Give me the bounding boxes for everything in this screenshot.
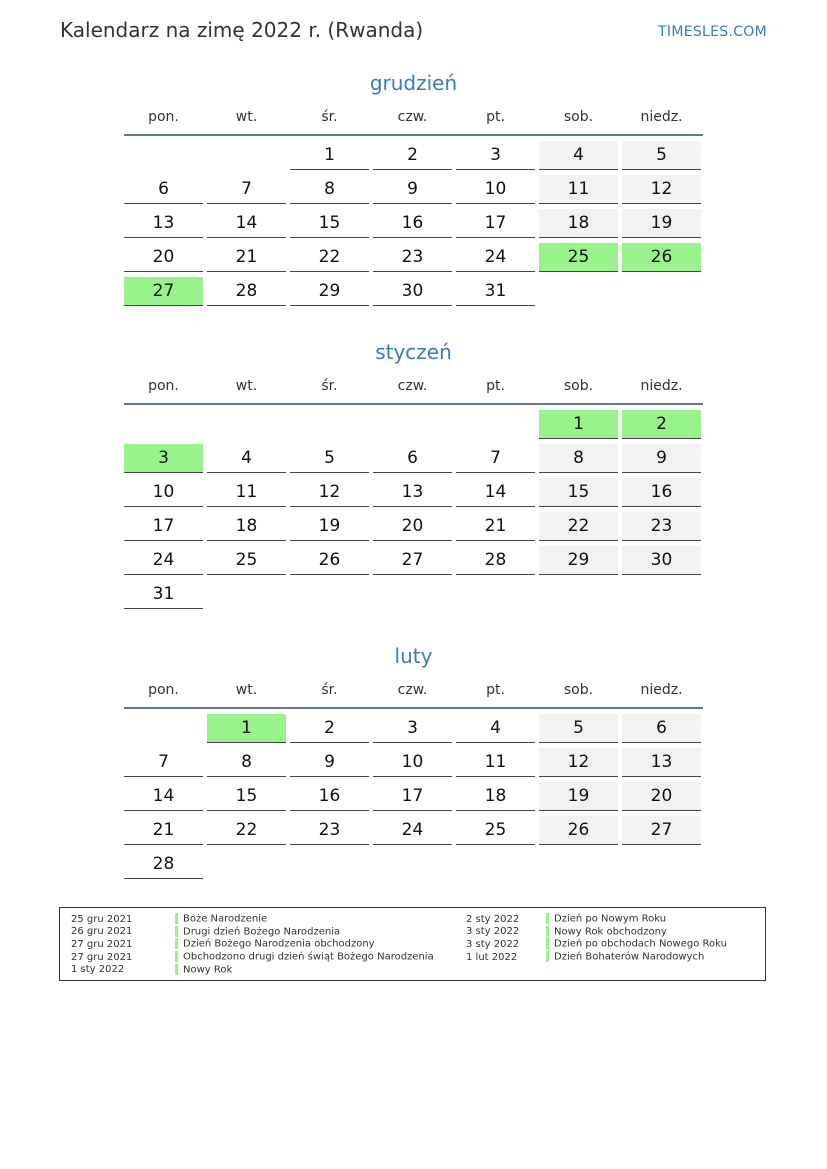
weekday-label: pon. xyxy=(148,109,179,125)
day-cell: 24 xyxy=(373,816,452,845)
legend-item xyxy=(71,926,434,939)
weekday-header xyxy=(124,108,703,134)
legend-name: Dzień Bożego Narodzenia obchodzony xyxy=(183,938,375,950)
holiday-day-cell: 3 xyxy=(124,444,203,473)
page-title: Kalendarz na zimę 2022 r. (Rwanda) xyxy=(60,18,424,42)
day-cell: 13 xyxy=(622,748,701,777)
day-cell: 7 xyxy=(456,444,535,473)
day-cell: 13 xyxy=(124,209,203,238)
day-cell: 28 xyxy=(124,850,203,879)
holiday-marker xyxy=(175,913,178,924)
day-cell: 5 xyxy=(622,141,701,170)
holiday-marker xyxy=(546,938,549,949)
legend-column-right xyxy=(466,913,727,964)
legend-name: Obchodzono drugi dzień świąt Bożego Narodzenia xyxy=(183,951,434,963)
weekday-label: wt. xyxy=(235,682,258,698)
legend-item xyxy=(71,951,434,964)
legend-item xyxy=(466,913,727,926)
weekday-label: pt. xyxy=(486,682,505,698)
weekday-label: śr. xyxy=(321,378,338,394)
month-title: grudzień xyxy=(369,71,458,95)
day-cell: 23 xyxy=(373,243,452,272)
day-cell: 8 xyxy=(207,748,286,777)
legend-item xyxy=(466,951,727,964)
day-cell: 14 xyxy=(207,209,286,238)
empty-cell xyxy=(207,410,286,439)
weekday-label: pt. xyxy=(486,378,505,394)
day-cell: 14 xyxy=(456,478,535,507)
day-cell: 19 xyxy=(539,782,618,811)
day-cell: 28 xyxy=(456,546,535,575)
month-title: luty xyxy=(394,644,433,668)
legend-date: 3 sty 2022 xyxy=(466,926,520,938)
day-cell: 9 xyxy=(290,748,369,777)
divider xyxy=(124,707,703,709)
day-cell: 11 xyxy=(539,175,618,204)
day-cell: 15 xyxy=(290,209,369,238)
weekday-label: sob. xyxy=(563,378,594,394)
legend-item xyxy=(71,938,434,951)
day-cell: 4 xyxy=(456,714,535,743)
legend-item xyxy=(71,913,434,926)
weekday-label: czw. xyxy=(397,109,428,125)
holiday-marker xyxy=(546,926,549,937)
legend-date: 25 gru 2021 xyxy=(71,913,133,925)
day-cell: 7 xyxy=(124,748,203,777)
weekday-label: pt. xyxy=(486,109,505,125)
day-cell: 17 xyxy=(124,512,203,541)
empty-cell xyxy=(124,714,203,743)
legend-name: Dzień po Nowym Roku xyxy=(554,913,667,925)
holiday-marker xyxy=(175,964,178,975)
day-cell: 8 xyxy=(290,175,369,204)
holiday-marker xyxy=(546,913,549,924)
legend-column-left xyxy=(71,913,434,976)
legend-name: Nowy Rok obchodzony xyxy=(554,926,667,938)
day-cell: 17 xyxy=(373,782,452,811)
legend-name: Drugi dzień Bożego Narodzenia xyxy=(183,926,341,938)
empty-cell xyxy=(456,410,535,439)
day-cell: 1 xyxy=(290,141,369,170)
day-cell: 15 xyxy=(539,478,618,507)
day-cell: 5 xyxy=(290,444,369,473)
legend-name: Nowy Rok xyxy=(183,964,233,976)
month-december xyxy=(124,68,703,306)
legend-date: 3 sty 2022 xyxy=(466,938,520,950)
day-cell: 2 xyxy=(290,714,369,743)
day-cell: 2 xyxy=(373,141,452,170)
day-cell: 18 xyxy=(456,782,535,811)
day-cell: 12 xyxy=(622,175,701,204)
day-cell: 3 xyxy=(456,141,535,170)
day-grid xyxy=(124,714,703,879)
holiday-marker xyxy=(175,951,178,962)
legend-date: 27 gru 2021 xyxy=(71,938,133,950)
holiday-marker xyxy=(175,938,178,949)
day-cell: 30 xyxy=(373,277,452,306)
day-cell: 9 xyxy=(622,444,701,473)
day-cell: 19 xyxy=(622,209,701,238)
day-cell: 15 xyxy=(207,782,286,811)
weekday-label: śr. xyxy=(321,682,338,698)
day-cell: 16 xyxy=(290,782,369,811)
day-cell: 11 xyxy=(456,748,535,777)
weekday-label: czw. xyxy=(397,682,428,698)
day-cell: 8 xyxy=(539,444,618,473)
holiday-day-cell: 2 xyxy=(622,410,701,439)
legend-date: 2 sty 2022 xyxy=(466,913,520,925)
weekday-label: wt. xyxy=(235,378,258,394)
weekday-label: pon. xyxy=(148,378,179,394)
empty-cell xyxy=(207,141,286,170)
legend-item xyxy=(466,926,727,939)
day-cell: 5 xyxy=(539,714,618,743)
holiday-legend xyxy=(59,907,766,981)
day-cell: 4 xyxy=(539,141,618,170)
holiday-day-cell: 1 xyxy=(539,410,618,439)
day-cell: 20 xyxy=(373,512,452,541)
empty-cell xyxy=(124,410,203,439)
site-logo[interactable]: TIMESLES.COM xyxy=(658,24,767,40)
day-cell: 10 xyxy=(124,478,203,507)
day-cell: 27 xyxy=(622,816,701,845)
day-cell: 23 xyxy=(290,816,369,845)
day-cell: 21 xyxy=(207,243,286,272)
day-cell: 10 xyxy=(456,175,535,204)
day-cell: 16 xyxy=(622,478,701,507)
day-cell: 23 xyxy=(622,512,701,541)
legend-name: Dzień po obchodach Nowego Roku xyxy=(554,938,727,950)
empty-cell xyxy=(373,410,452,439)
month-title: styczeń xyxy=(375,340,452,364)
weekday-label: niedz. xyxy=(640,682,683,698)
day-cell: 30 xyxy=(622,546,701,575)
legend-date: 26 gru 2021 xyxy=(71,926,133,938)
day-cell: 14 xyxy=(124,782,203,811)
day-cell: 17 xyxy=(456,209,535,238)
day-grid xyxy=(124,141,703,306)
day-cell: 26 xyxy=(539,816,618,845)
weekday-label: pon. xyxy=(148,682,179,698)
day-cell: 26 xyxy=(290,546,369,575)
day-cell: 21 xyxy=(456,512,535,541)
day-cell: 29 xyxy=(539,546,618,575)
day-cell: 6 xyxy=(124,175,203,204)
day-cell: 22 xyxy=(207,816,286,845)
day-cell: 22 xyxy=(290,243,369,272)
day-cell: 7 xyxy=(207,175,286,204)
divider xyxy=(124,134,703,136)
day-cell: 11 xyxy=(207,478,286,507)
legend-name: Boże Narodzenie xyxy=(183,913,268,925)
holiday-marker xyxy=(175,926,178,937)
day-cell: 12 xyxy=(290,478,369,507)
day-cell: 19 xyxy=(290,512,369,541)
month-february xyxy=(124,641,703,879)
holiday-day-cell: 27 xyxy=(124,277,203,306)
month-january xyxy=(124,337,703,609)
empty-cell xyxy=(124,141,203,170)
day-cell: 20 xyxy=(124,243,203,272)
day-cell: 6 xyxy=(373,444,452,473)
day-cell: 3 xyxy=(373,714,452,743)
weekday-label: śr. xyxy=(321,109,338,125)
holiday-marker xyxy=(546,951,549,962)
day-cell: 20 xyxy=(622,782,701,811)
holiday-day-cell: 26 xyxy=(622,243,701,272)
empty-cell xyxy=(290,410,369,439)
day-cell: 4 xyxy=(207,444,286,473)
weekday-label: sob. xyxy=(563,109,594,125)
weekday-label: czw. xyxy=(397,378,428,394)
day-cell: 18 xyxy=(539,209,618,238)
legend-date: 1 lut 2022 xyxy=(466,951,518,963)
day-cell: 13 xyxy=(373,478,452,507)
day-cell: 21 xyxy=(124,816,203,845)
day-cell: 16 xyxy=(373,209,452,238)
day-cell: 31 xyxy=(124,580,203,609)
weekday-header xyxy=(124,681,703,707)
divider xyxy=(124,403,703,405)
weekday-label: wt. xyxy=(235,109,258,125)
day-grid xyxy=(124,410,703,609)
day-cell: 10 xyxy=(373,748,452,777)
day-cell: 31 xyxy=(456,277,535,306)
day-cell: 9 xyxy=(373,175,452,204)
day-cell: 24 xyxy=(124,546,203,575)
day-cell: 25 xyxy=(207,546,286,575)
day-cell: 12 xyxy=(539,748,618,777)
day-cell: 6 xyxy=(622,714,701,743)
weekday-label: niedz. xyxy=(640,378,683,394)
legend-date: 27 gru 2021 xyxy=(71,951,133,963)
legend-name: Dzień Bohaterów Narodowych xyxy=(554,951,705,963)
day-cell: 25 xyxy=(456,816,535,845)
holiday-day-cell: 1 xyxy=(207,714,286,743)
day-cell: 24 xyxy=(456,243,535,272)
weekday-header xyxy=(124,377,703,403)
day-cell: 22 xyxy=(539,512,618,541)
day-cell: 18 xyxy=(207,512,286,541)
day-cell: 27 xyxy=(373,546,452,575)
legend-item xyxy=(71,964,434,977)
day-cell: 28 xyxy=(207,277,286,306)
day-cell: 29 xyxy=(290,277,369,306)
weekday-label: sob. xyxy=(563,682,594,698)
weekday-label: niedz. xyxy=(640,109,683,125)
holiday-day-cell: 25 xyxy=(539,243,618,272)
legend-date: 1 sty 2022 xyxy=(71,964,125,976)
legend-item xyxy=(466,938,727,951)
